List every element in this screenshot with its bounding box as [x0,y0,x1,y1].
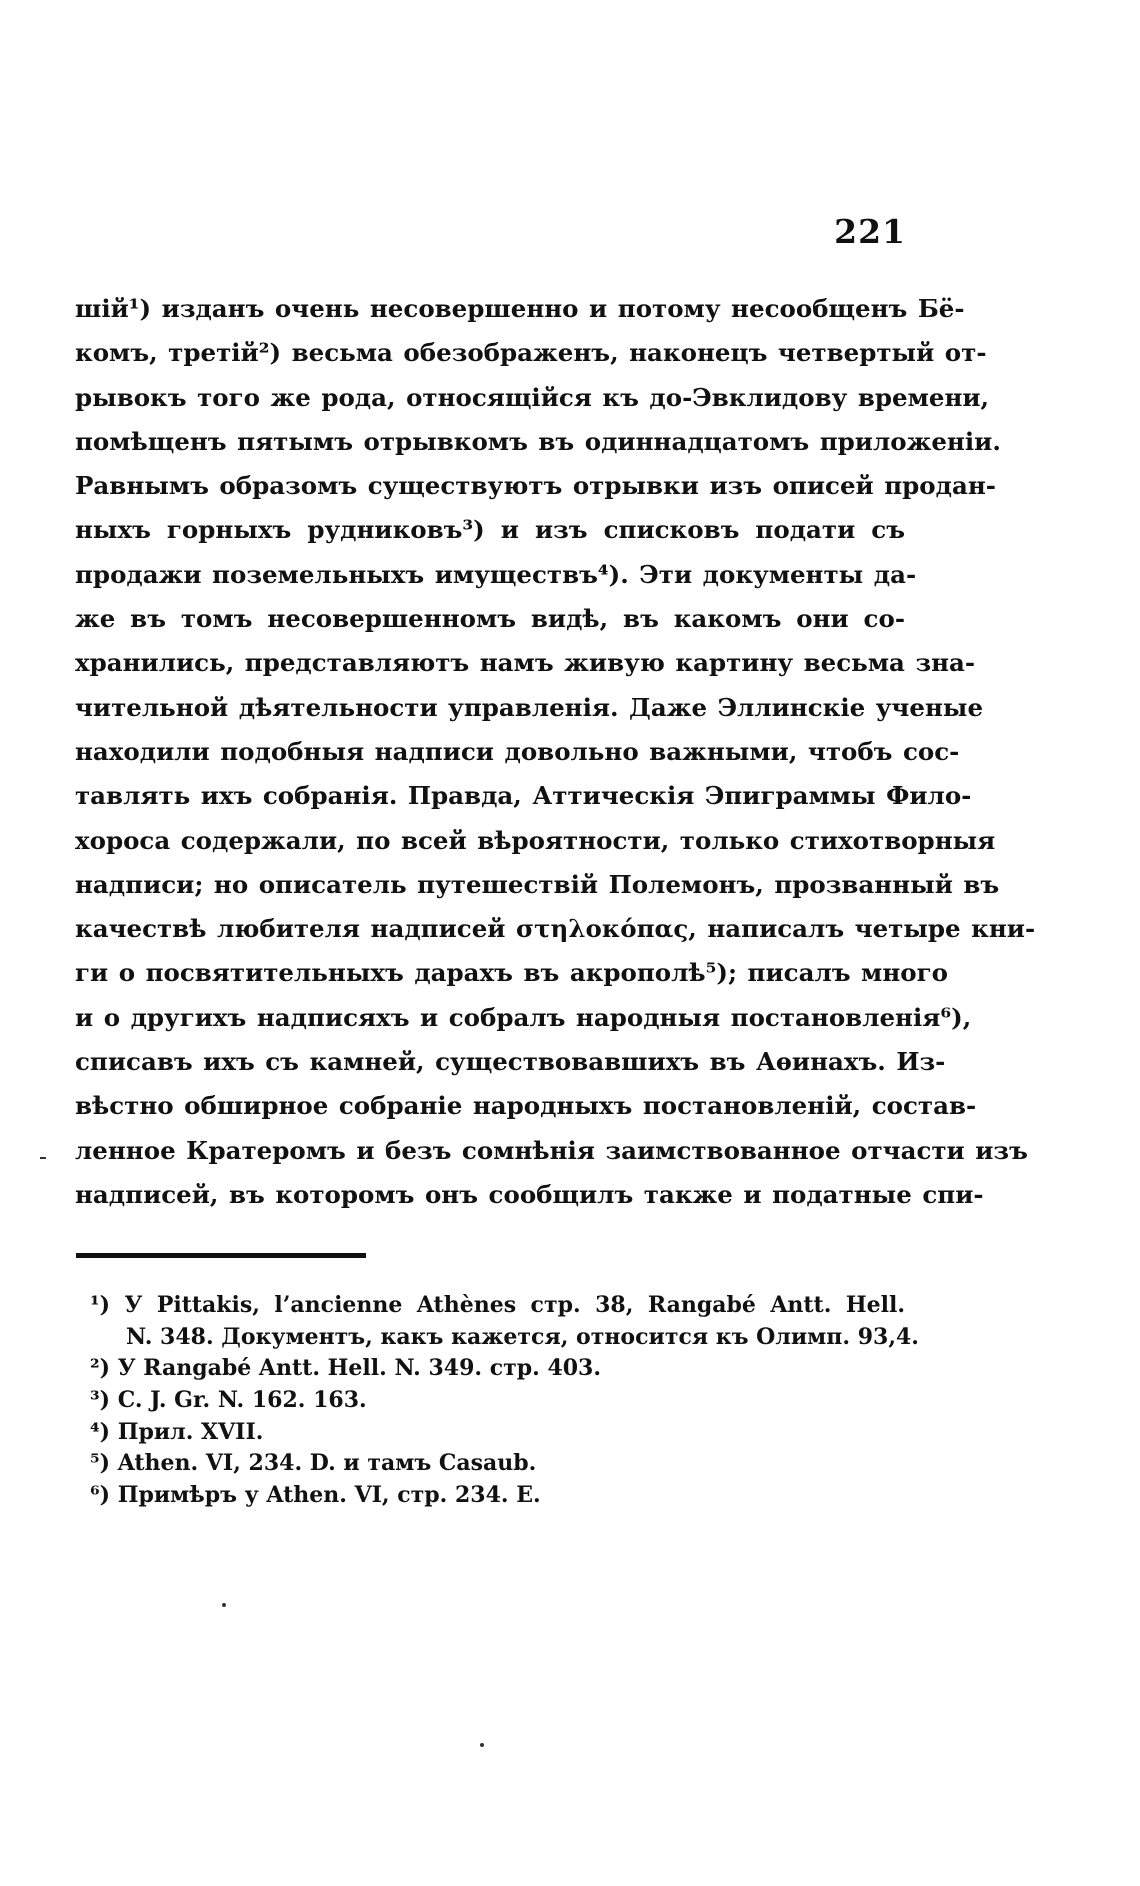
text-line: хранились, представляютъ намъ живую картину весьма зна- [75,648,976,678]
footnote-2: ²) У Rangabé Antt. Hell. N. 349. стр. 403. [90,1355,602,1382]
text-line: ныхъ горныхъ рудниковъ³) и изъ списковъ подати съ [75,515,905,545]
text-line: и о другихъ надписяхъ и собралъ народныя постановленія⁶), [75,1002,972,1032]
text-line: Равнымъ образомъ существуютъ отрывки изъ описей продан- [75,471,996,501]
footnotes [90,1290,919,1512]
scan-speck [40,1157,46,1159]
text-line: же въ томъ несовершенномъ видѣ, въ какомъ они со- [75,604,905,634]
text-line: продажи поземельныхъ имуществъ⁴). Эти документы да- [75,559,917,589]
scan-speck [222,1603,226,1607]
text-line: качествѣ любителя надписей στηλοκόπας, написалъ четыре кни- [75,914,1036,944]
footnote-1-continuation: N. 348. Документъ, какъ кажется, относится къ Олимп. 93,4. [126,1323,919,1350]
text-line: шій¹) изданъ очень несовершенно и потому несообщенъ Бё- [75,294,965,323]
text-line: чительной дѣятельности управленія. Даже Эллинскіе ученые [75,692,984,722]
footnote-separator-rule [76,1253,366,1258]
footnote-6: ⁶) Примѣръ у Athen. VI, стр. 234. E. [90,1482,541,1509]
text-line: ги о посвятительныхъ дарахъ въ акрополѣ⁵); писалъ много [75,958,948,988]
text-line: вѣстно обширное собраніе народныхъ постановленій, состав- [75,1091,977,1121]
footnote-4: ⁴) Прил. XVII. [90,1418,264,1445]
text-line: надписи; но описатель путешествій Полемонъ, прозванный въ [75,869,1000,899]
text-line: ленное Кратеромъ и безъ сомнѣнія заимствованное отчасти изъ [75,1135,1028,1165]
text-line: помѣщенъ пятымъ отрывкомъ въ одиннадцатомъ приложеніи. [75,426,1001,456]
scan-speck [480,1743,484,1747]
text-line: списавъ ихъ съ камней, существовавшихъ въ Аѳинахъ. Из- [75,1047,946,1077]
text-line: комъ, третій²) весьма обезображенъ, наконецъ четвертый от- [75,338,987,368]
text-line: надписей, въ которомъ онъ сообщилъ также и податные спи- [75,1179,984,1209]
text-line: тавлять ихъ собранія. Правда, Аттическія Эпиграммы Фило- [75,781,972,811]
body-text [75,287,1036,1217]
footnote-1: ¹) У Pittakis, l’ancienne Athènes стр. 38, Rangabé Antt. Hell. [90,1292,905,1318]
text-line: хороса содержали, по всей вѣроятности, только стихотворныя [75,825,996,855]
footnote-5: ⁵) Athen. VI, 234. D. и тамъ Casaub. [90,1450,537,1477]
page-number: 221 [834,212,906,251]
text-line: находили подобныя надписи довольно важными, чтобъ сос- [75,736,960,766]
text-line: рывокъ того же рода, относящійся къ до-Эвклидову времени, [75,382,990,412]
footnote-3: ³) C. J. Gr. N. 162. 163. [90,1387,367,1414]
